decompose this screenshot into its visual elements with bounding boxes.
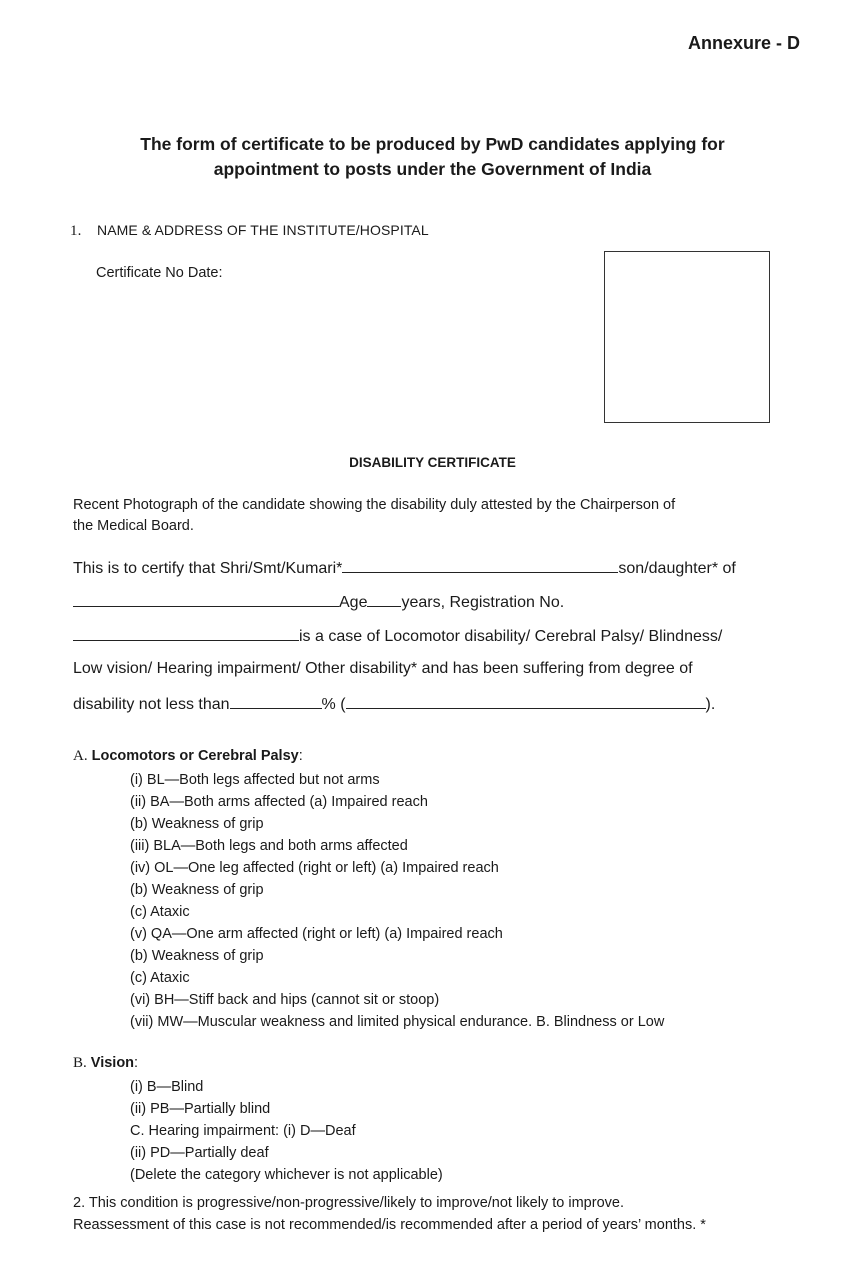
section-number: 1.: [70, 223, 82, 239]
certificate-number-label: Certificate No Date:: [96, 265, 223, 281]
age-blank[interactable]: [367, 592, 401, 607]
list-item: (ii) PB—Partially blind: [130, 1101, 271, 1117]
parent-name-blank[interactable]: [73, 592, 339, 607]
list-item: (v) QA—One arm affected (right or left) (a) Impaired reach: [130, 926, 503, 942]
cert-line-1: [73, 558, 736, 578]
registration-label: years, Registration No.: [401, 594, 565, 611]
percentage-blank[interactable]: [230, 694, 322, 709]
list-item: (iii) BLA—Both legs and both arms affected: [130, 838, 408, 854]
cert-line-1-suffix: son/daughter* of: [618, 560, 736, 577]
section-a-list: [130, 769, 664, 1033]
registration-blank[interactable]: [73, 626, 299, 641]
percent-sign: % (: [321, 696, 346, 713]
cert-line-2: [73, 592, 564, 612]
list-item: (b) Weakness of grip: [130, 882, 264, 898]
institute-section: [70, 222, 429, 240]
section-a-colon: :: [298, 748, 303, 764]
closing-paren: ).: [705, 696, 716, 713]
list-item: (iv) OL—One leg affected (right or left) (a) Impaired reach: [130, 860, 499, 876]
title-line-2: appointment to posts under the Government of India: [213, 159, 652, 179]
section-b-letter: B.: [73, 1055, 87, 1071]
section-b-colon: :: [134, 1055, 139, 1071]
list-item: (ii) BA—Both arms affected (a) Impaired reach: [130, 794, 428, 810]
cert-line-1-text: This is to certify that Shri/Smt/Kumari*: [73, 560, 343, 577]
annexure-label: Annexure - D: [687, 33, 800, 53]
list-item: (b) Weakness of grip: [130, 948, 264, 964]
section-a-title: Locomotors or Cerebral Palsy: [91, 748, 299, 764]
list-item: (b) Weakness of grip: [130, 816, 264, 832]
reassessment-line: Reassessment of this case is not recommended/is recommended after a period of years’ months. *: [73, 1217, 706, 1233]
cert-line-4: Low vision/ Hearing impairment/ Other disability* and has been suffering from degree of: [73, 660, 693, 677]
page-title: [0, 132, 865, 182]
condition-line: 2. This condition is progressive/non-progressive/likely to improve/not likely to improve.: [73, 1195, 624, 1211]
section-a-letter: A.: [73, 748, 88, 764]
photograph-note-line-2: the Medical Board.: [73, 518, 194, 534]
list-item: (Delete the category whichever is not applicable): [130, 1167, 443, 1183]
list-item: (vi) BH—Stiff back and hips (cannot sit or stoop): [130, 992, 440, 1008]
disability-type-text: is a case of Locomotor disability/ Cerebral Palsy/ Blindness/: [299, 628, 723, 645]
photograph-note-line-1: Recent Photograph of the candidate showing the disability duly attested by the Chairperson of: [73, 497, 676, 513]
percentage-words-blank[interactable]: [346, 694, 706, 709]
candidate-name-blank[interactable]: [342, 558, 618, 573]
list-item: (i) BL—Both legs affected but not arms: [130, 772, 380, 788]
degree-label: disability not less than: [73, 696, 230, 713]
list-item: (i) B—Blind: [130, 1079, 204, 1095]
institute-label: NAME & ADDRESS OF THE INSTITUTE/HOSPITAL: [97, 222, 429, 238]
section-b-heading: [73, 1055, 138, 1072]
list-item: C. Hearing impairment: (i) D—Deaf: [130, 1123, 356, 1139]
cert-line-3: [73, 626, 722, 646]
photograph-box: [604, 251, 770, 423]
list-item: (ii) PD—Partially deaf: [130, 1145, 269, 1161]
list-item: (c) Ataxic: [130, 904, 190, 920]
cert-line-5: [73, 694, 715, 714]
section-b-list: [130, 1076, 443, 1186]
condition-statement: [73, 1192, 706, 1236]
photograph-note: [73, 495, 773, 537]
list-item: (c) Ataxic: [130, 970, 190, 986]
section-a-heading: [73, 748, 303, 765]
list-item: (vii) MW—Muscular weakness and limited physical endurance. B. Blindness or Low: [130, 1014, 665, 1030]
disability-certificate-title: DISABILITY CERTIFICATE: [349, 455, 516, 470]
section-b-title: Vision: [90, 1055, 135, 1071]
title-line-1: The form of certificate to be produced by PwD candidates applying for: [140, 134, 725, 154]
age-label: Age: [339, 594, 368, 611]
